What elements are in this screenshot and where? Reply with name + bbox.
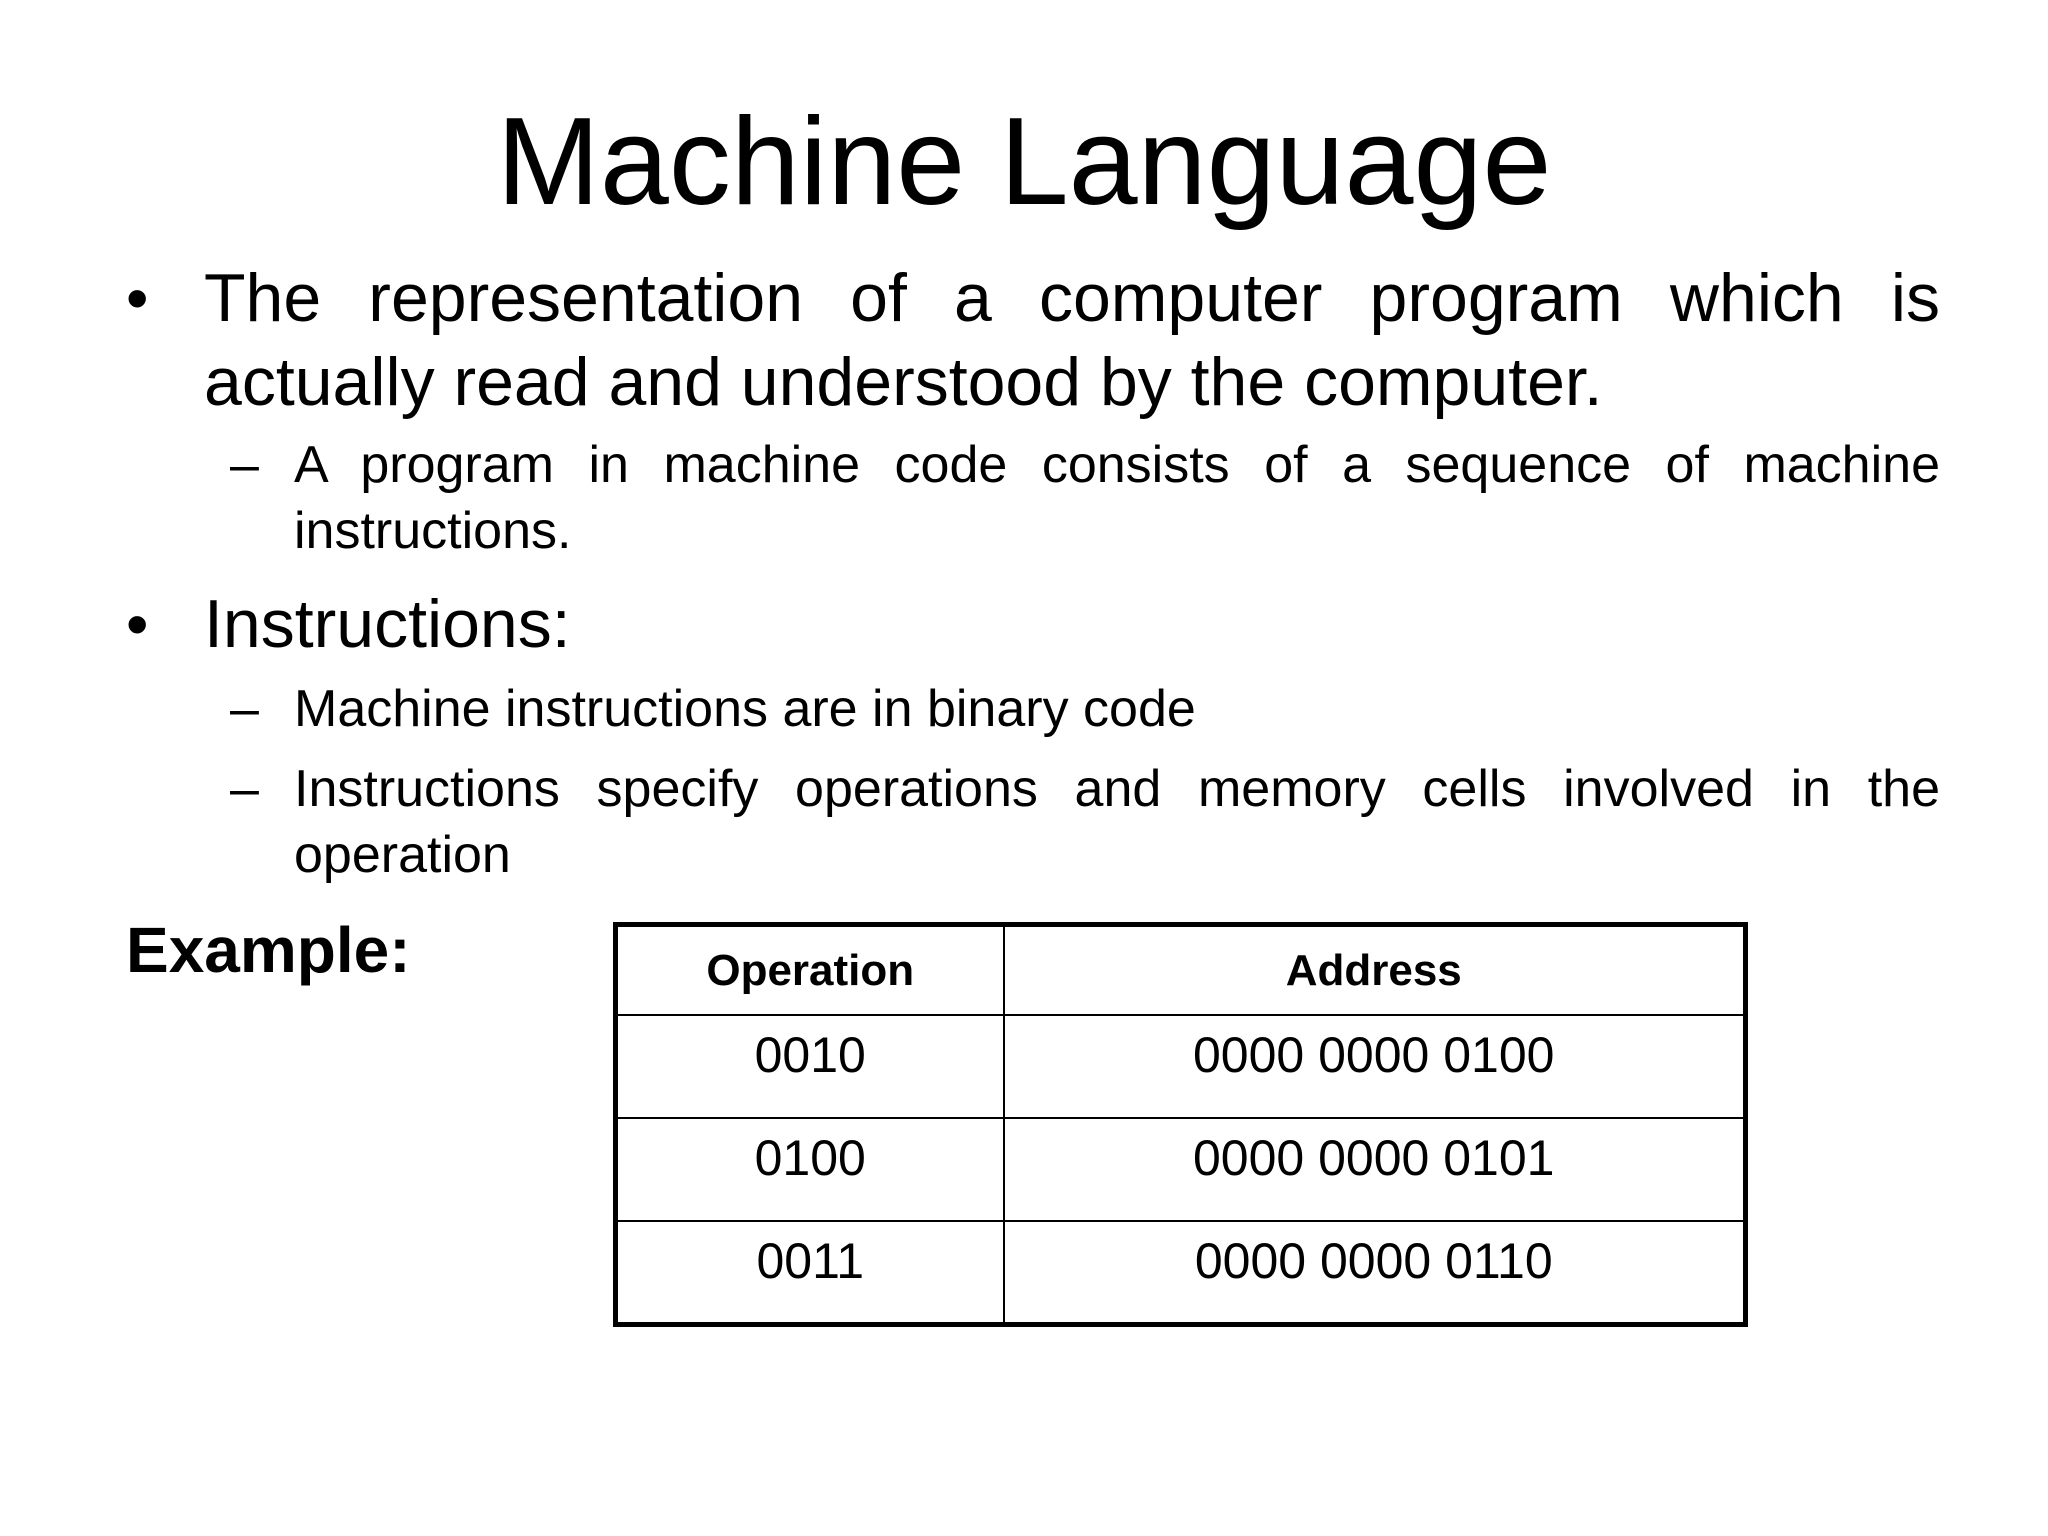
bullet-marker: • — [126, 262, 149, 334]
operation-cell: 0011 — [616, 1221, 1004, 1324]
address-cell: 0000 0000 0101 — [1004, 1118, 1746, 1221]
example-label: Example: — [126, 914, 411, 986]
table-row — [616, 1118, 1746, 1221]
sub-bullet-marker: – — [230, 436, 259, 494]
operation-cell: 0010 — [616, 1015, 1004, 1118]
machine-code-table — [613, 922, 1748, 1327]
bullet-text: Instructions: — [204, 586, 571, 662]
table-row — [616, 1221, 1746, 1324]
slide-title: Machine Language — [496, 93, 1552, 231]
operation-cell: 0100 — [616, 1118, 1004, 1221]
sub-bullet-marker: – — [230, 680, 259, 738]
sub-bullet-text: Machine instructions are in binary code — [294, 680, 1196, 738]
bullet-text: The representation of a computer program which is actually read and understood by the computer. — [204, 260, 1940, 420]
column-header-operation: Operation — [616, 925, 1004, 1016]
table-header-row — [616, 925, 1746, 1016]
bullet-marker: • — [126, 588, 149, 660]
table-row — [616, 1015, 1746, 1118]
address-cell: 0000 0000 0100 — [1004, 1015, 1746, 1118]
address-cell: 0000 0000 0110 — [1004, 1221, 1746, 1324]
sub-bullet-text: A program in machine code consists of a sequence of machine instructions. — [294, 436, 1940, 560]
column-header-address: Address — [1004, 925, 1746, 1016]
sub-bullet-text: Instructions specify operations and memory cells involved in the operation — [294, 760, 1940, 884]
sub-bullet-marker: – — [230, 760, 259, 818]
